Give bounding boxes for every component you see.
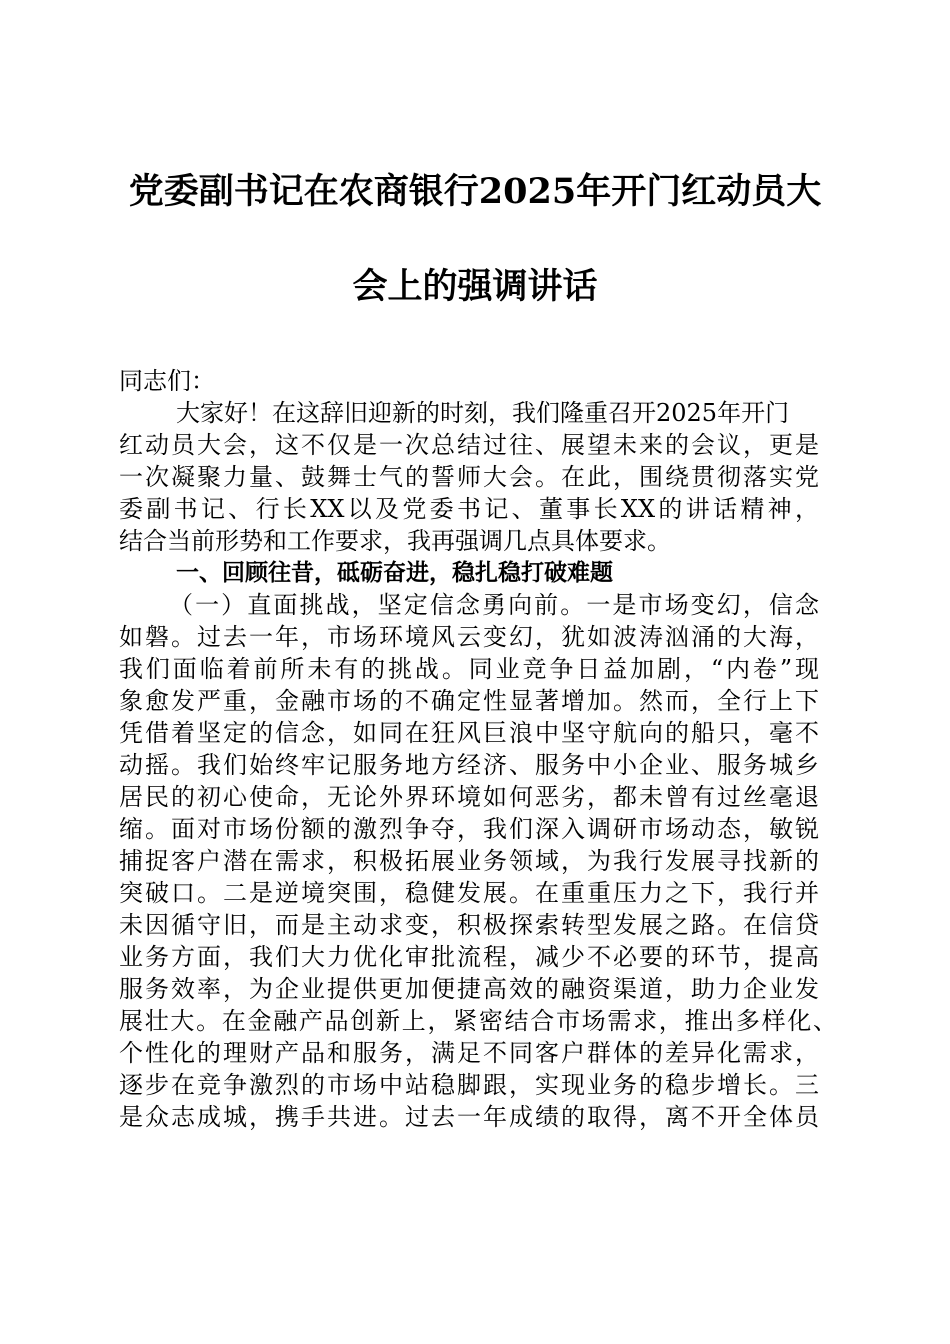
paragraph-line: 委副书记、行长XX以及党委书记、董事长XX的讲话精神，: [119, 495, 819, 523]
paragraph-line: 突破口。二是逆境突围，稳健发展。在重重压力之下，我行并: [119, 879, 819, 907]
paragraph-line: 凭借着坚定的信念，如同在狂风巨浪中坚守航向的船只，毫不: [119, 719, 819, 747]
paragraph-line: 捕捉客户潜在需求，积极拓展业务领域，为我行发展寻找新的: [119, 847, 819, 875]
paragraph-line: 象愈发严重，金融市场的不确定性显著增加。然而，全行上下: [119, 687, 819, 715]
paragraph-line: 大家好！在这辞旧迎新的时刻，我们隆重召开2025年开门: [176, 399, 790, 427]
section-heading: 一、回顾往昔，砥砺奋进，稳扎稳打破难题: [176, 560, 613, 586]
paragraph-line: 一次凝聚力量、鼓舞士气的誓师大会。在此，围绕贯彻落实党: [119, 463, 819, 491]
paragraph-line: 结合当前形势和工作要求，我再强调几点具体要求。: [119, 527, 671, 555]
paragraph-line: 未因循守旧，而是主动求变，积极探索转型发展之路。在信贷: [119, 911, 819, 939]
salutation: 同志们：: [119, 367, 215, 395]
subsection-line: （一）直面挑战，坚定信念勇向前。一是市场变幻，信念: [169, 591, 819, 619]
paragraph-line: 个性化的理财产品和服务，满足不同客户群体的差异化需求，: [119, 1039, 819, 1067]
document-title-line-2: 会上的强调讲话: [352, 266, 598, 307]
paragraph-line: 逐步在竞争激烈的市场中站稳脚跟，实现业务的稳步增长。三: [119, 1071, 819, 1099]
paragraph-line: 是众志成城，携手共进。过去一年成绩的取得，离不开全体员: [119, 1103, 819, 1131]
paragraph-line: 我们面临着前所未有的挑战。同业竞争日益加剧，“内卷”现: [119, 655, 819, 683]
paragraph-line: 红动员大会，这不仅是一次总结过往、展望未来的会议，更是: [119, 431, 819, 459]
paragraph-line: 缩。面对市场份额的激烈争夺，我们深入调研市场动态，敏锐: [119, 815, 819, 843]
document-title-line-1: 党委副书记在农商银行2025年开门红动员大: [128, 171, 822, 212]
paragraph-line: 居民的初心使命，无论外界环境如何恶劣，都未曾有过丝毫退: [119, 783, 819, 811]
paragraph-line: 业务方面，我们大力优化审批流程，减少不必要的环节，提高: [119, 943, 819, 971]
paragraph-line: 如磐。过去一年，市场环境风云变幻，犹如波涛汹涌的大海，: [119, 623, 819, 651]
paragraph-line: 服务效率，为企业提供更加便捷高效的融资渠道，助力企业发: [119, 975, 819, 1003]
paragraph-line: 展壮大。在金融产品创新上，紧密结合市场需求，推出多样化、: [119, 1007, 837, 1035]
paragraph-line: 动摇。我们始终牢记服务地方经济、服务中小企业、服务城乡: [119, 751, 819, 779]
